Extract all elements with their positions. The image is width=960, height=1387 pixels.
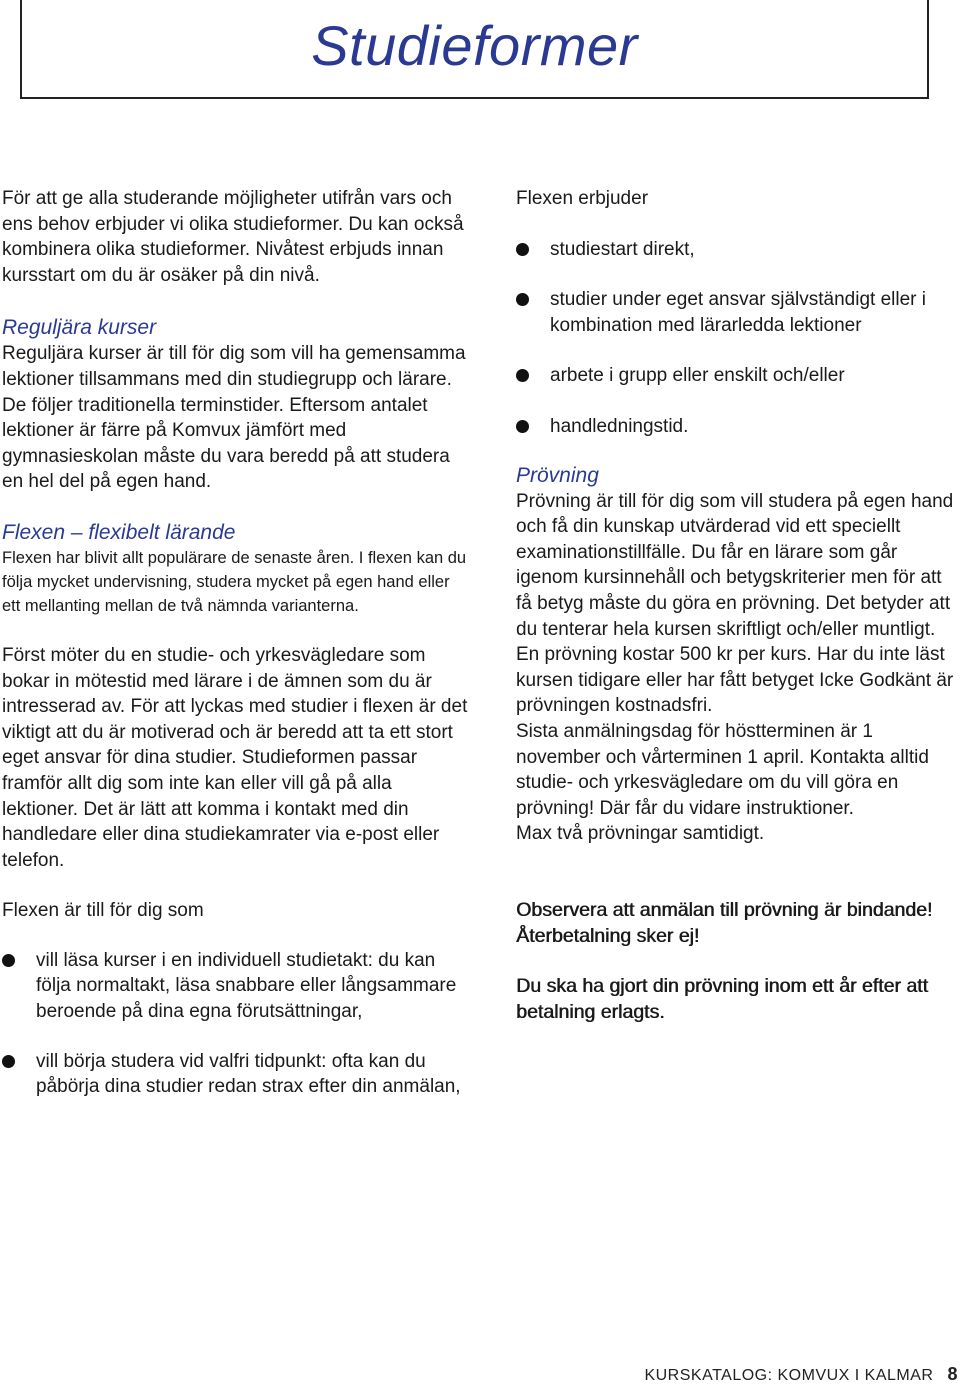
offers-list [516,237,960,440]
list-item-text: vill läsa kurser i en individuell studietakt: du kan följa normaltakt, läsa snabbare eller långsammare beroende på dina egna förutsättningar, [36,949,457,1023]
list-item-text: handledningstid. [550,415,689,437]
offers-label: Flexen erbjuder [516,188,649,209]
list-item [516,414,960,440]
flex-text: Flexen har blivit allt populärare de senaste åren. I flexen kan du följa mycket undervisning, studera mycket på egen hand eller ett mellanting mellan de två nämnda varianterna. [2,548,467,615]
intro-paragraph: För att ge alla studerande möjligheter utifrån vars och ens behov erbjuder vi olika studieformer. Du kan också kombinera olika studieformer. Nivåtest erbjuds innan kursstart om du är osäker på din nivå. [2,188,464,286]
notice-binding: Observera att anmälan till prövning är bindande! Återbetalning sker ej! [516,898,933,947]
list-item-text: studier under eget ansvar självständigt eller i kombination med lärarledda lektioner [550,289,926,336]
list-item-text: arbete i grupp eller enskilt och/eller [550,365,845,387]
right-column [516,186,960,1025]
list-item [516,287,960,338]
regular-courses-text: Reguljära kurser är till för dig som vill ha gemensamma lektioner tillsammans med din studiegrupp och lärare. De följer traditionella terminstider. Eftersom antalet lektioner är färre på Komvux jämfört med gymnasieskolan måste du vara beredd på att studera en hel del på egen hand. [2,343,466,493]
flex-heading: Flexen – flexibelt lärande [2,520,236,544]
flex-text-2: Först möter du en studie- och yrkesvägledare som bokar in mötestid med lärare i de ämnen som du är intresserad av. För att lyckas med studier i flexen är det viktigt att du är motiverad och är beredd att ta ett stort eget ansvar för dina studier. Studieformen passar framför allt dig som inte kan eller vill gå på alla lektioner. Det är lätt att komma i kontakt med din handledare eller dina studiekamrater via e-post eller telefon. [2,644,468,871]
list-item [516,237,960,263]
exam-text: Prövning är till för dig som vill studera på egen hand och få din kunskap utvärderad vid ett speciellt examinationstillfälle. Du får en lärare som går igenom kursinnehåll och betygskriterier men för att få betyg måste du göra en prövning. Det betyder att du tenterar hela kursen skriftligt och/eller muntligt. [516,490,954,640]
page-number: 8 [947,1364,958,1384]
exam-deadline: Sista anmälningsdag för höstterminen är 1 november och vårterminen 1 april. Kontakta alltid studie- och yrkesvägledare om du vill göra en prövning! Där får du vidare instruktioner. [516,720,929,819]
regular-courses-heading: Reguljära kurser [2,316,157,340]
flex-for-label: Flexen är till för dig som [2,900,204,922]
left-column [2,186,472,1124]
page-footer [644,1364,958,1385]
notice-deadline: Du ska ha gjort din prövning inom ett år efter att betalning erlagts. [516,974,928,1023]
list-item [2,1049,472,1100]
page-title: Studieformer [311,14,638,77]
list-item-text: vill börja studera vid valfri tidpunkt: ofta kan du påbörja dina studier redan strax efter din anmälan, [36,1050,461,1098]
flex-for-list [2,948,472,1100]
bullet-icon [516,369,529,382]
exam-max: Max två prövningar samtidigt. [516,823,765,845]
bullet-icon [516,420,529,433]
exam-cost: En prövning kostar 500 kr per kurs. Har du inte läst kursen tidigare eller har fått betyget Icke Godkänt är prövningen kostnadsfri. [516,644,954,717]
list-item-text: studiestart direkt, [550,238,695,260]
bullet-icon [516,243,529,256]
bullet-icon [2,954,15,967]
catalog-label: KURSKATALOG: KOMVUX I KALMAR [644,1367,934,1384]
bullet-icon [2,1055,15,1068]
list-item [2,948,472,1025]
list-item [516,363,960,389]
exam-heading: Prövning [516,463,599,487]
title-box [20,0,929,99]
bullet-icon [516,293,529,306]
